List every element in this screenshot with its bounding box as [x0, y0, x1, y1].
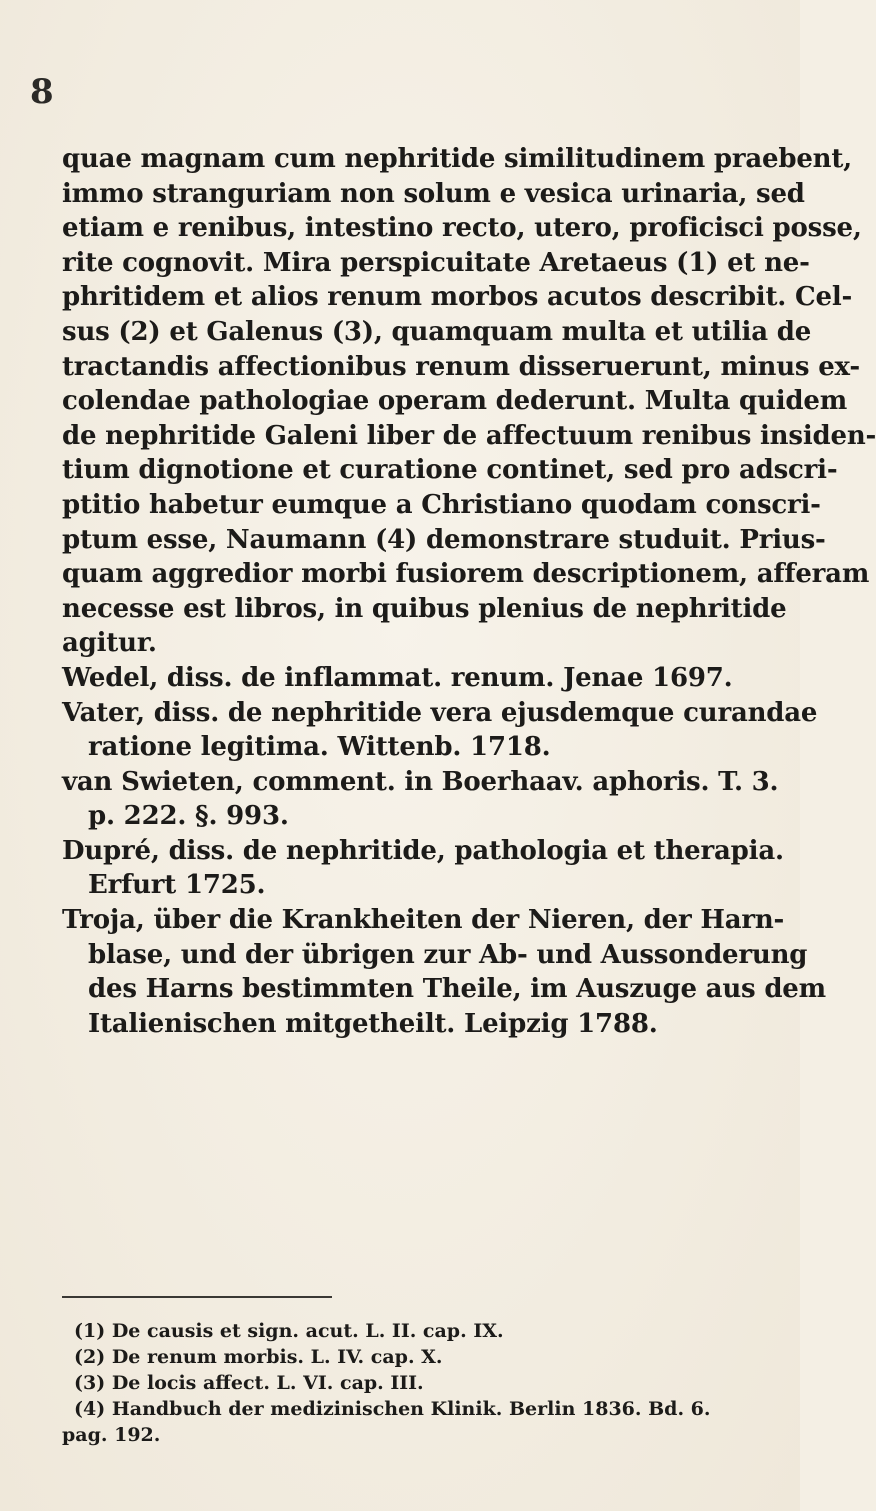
page-number: 8 [30, 72, 54, 112]
reference-line: p. 222. §. 993. [88, 801, 289, 832]
reference-line: Wedel, diss. de inflammat. renum. Jenae 1697. [62, 662, 733, 693]
reference-line: Dupré, diss. de nephritide, pathologia et therapia. [62, 835, 784, 866]
text-line: etiam e renibus, intestino recto, utero, proficisci posse, [62, 213, 862, 244]
text-line: de nephritide Galeni liber de affectuum renibus insiden- [62, 420, 876, 451]
text-line: tium dignotione et curatione continet, sed pro adscri- [62, 455, 838, 486]
footnotes [62, 1318, 782, 1448]
footnote: (4) Handbuch der medizinischen Klinik. Berlin 1836. Bd. 6. [74, 1398, 711, 1420]
text-line: ptum esse, Naumann (4) demonstrare studuit. Prius- [62, 524, 826, 555]
footnote: (1) De causis et sign. acut. L. II. cap. IX. [74, 1320, 504, 1342]
footnote-divider [62, 1296, 332, 1298]
text-line: ptitio habetur eumque a Christiano quodam conscri- [62, 489, 821, 520]
text-line: immo stranguriam non solum e vesica urinaria, sed [62, 178, 805, 209]
reference-line: van Swieten, comment. in Boerhaav. aphoris. T. 3. [62, 766, 779, 797]
text-line: agitur. [62, 628, 157, 659]
text-line: necesse est libros, in quibus plenius de nephritide [62, 593, 787, 624]
text-line: quam aggredior morbi fusiorem descriptionem, afferam [62, 559, 870, 590]
footnote: pag. 192. [62, 1424, 161, 1446]
main-text [62, 142, 876, 1041]
text-line: sus (2) et Galenus (3), quamquam multa et utilia de [62, 316, 812, 347]
reference-line: des Harns bestimmten Theile, im Auszuge aus dem [88, 974, 826, 1005]
reference-line: Italienischen mitgetheilt. Leipzig 1788. [88, 1008, 658, 1039]
text-line: quae magnam cum nephritide similitudinem praebent, [62, 144, 853, 174]
text-line: rite cognovit. Mira perspicuitate Aretaeus (1) et ne- [62, 247, 810, 278]
text-line: tractandis affectionibus renum disseruerunt, minus ex- [62, 351, 860, 382]
reference-line: Troja, über die Krankheiten der Nieren, der Harn- [62, 905, 785, 936]
reference-line: ratione legitima. Wittenb. 1718. [88, 732, 551, 763]
reference-line: blase, und der übrigen zur Ab- und Aussonderung [88, 939, 808, 970]
reference-line: Erfurt 1725. [88, 870, 266, 901]
footnote: (2) De renum morbis. L. IV. cap. X. [74, 1346, 443, 1368]
text-line: colendae pathologiae operam dederunt. Multa quidem [62, 386, 848, 417]
footnote: (3) De locis affect. L. VI. cap. III. [74, 1372, 424, 1394]
text-line: phritidem et alios renum morbos acutos describit. Cel- [62, 282, 853, 313]
reference-line: Vater, diss. de nephritide vera ejusdemque curandae [62, 697, 818, 728]
